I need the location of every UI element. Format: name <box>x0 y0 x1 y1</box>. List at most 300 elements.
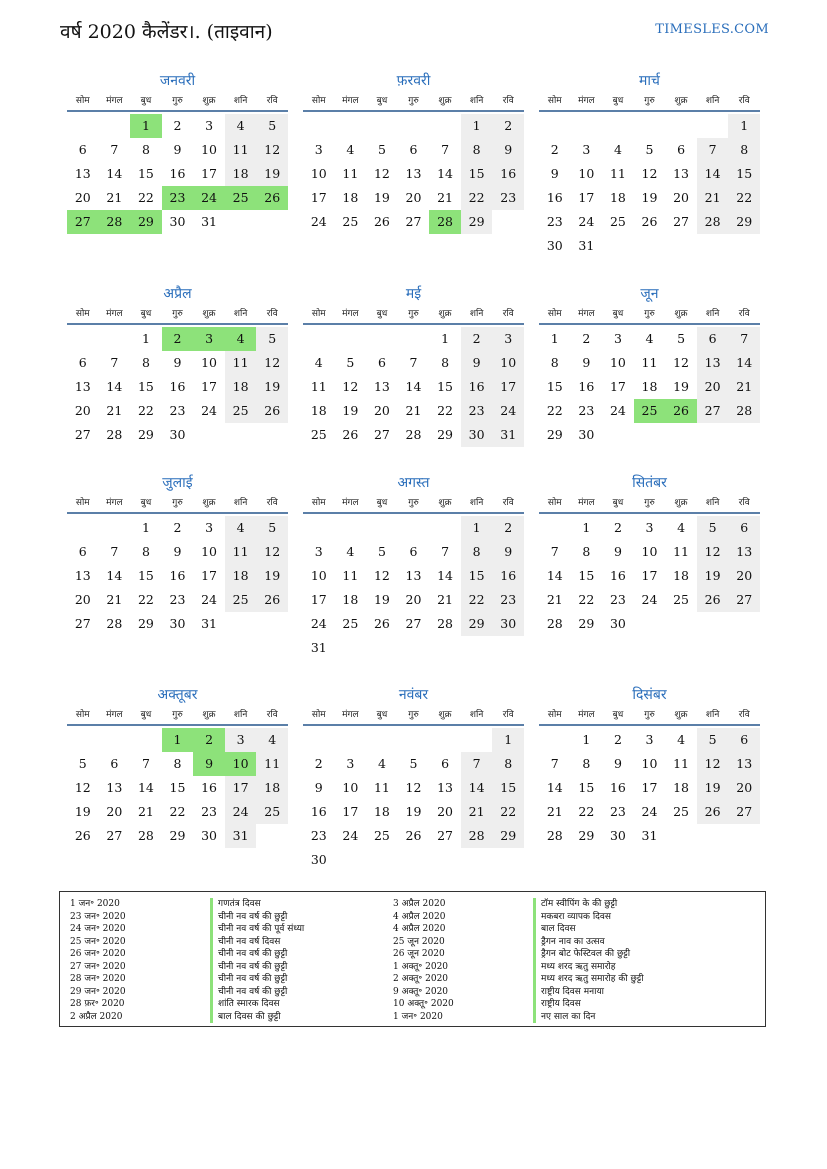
day-cell: 27 <box>728 800 760 824</box>
month-name: दिसंबर <box>632 687 667 703</box>
empty-cell <box>398 114 430 138</box>
day-cell: 10 <box>310 568 327 583</box>
day-cell: 3 <box>314 544 323 559</box>
legend-holiday-name: मकबरा व्यापक दिवस <box>533 911 611 924</box>
day-cell: 21 <box>106 592 123 607</box>
day-cell: 4 <box>346 142 355 157</box>
day-cell: 4 <box>256 728 288 752</box>
day-cell: 2 <box>613 520 622 535</box>
holiday-day-cell: 2 <box>193 728 225 752</box>
weekday-label: रवि <box>266 498 278 508</box>
legend-date: 26 जून 2020 <box>393 949 445 959</box>
day-cell: 19 <box>256 162 288 186</box>
legend-row <box>393 1011 723 1024</box>
day-cell: 28 <box>546 828 563 843</box>
day-cell: 28 <box>728 399 760 423</box>
day-cell: 26 <box>342 427 359 442</box>
empty-cell <box>429 114 461 138</box>
legend-row <box>70 998 400 1011</box>
day-cell: 7 <box>141 756 150 771</box>
day-cell: 28 <box>546 616 563 631</box>
weekday-label: बुध <box>140 309 152 319</box>
weekday-header <box>303 305 524 325</box>
day-cell: 9 <box>461 351 493 375</box>
empty-cell <box>539 728 571 752</box>
legend-holiday-name: टॉम स्वीपिंग के की छुट्टी <box>533 898 617 911</box>
day-cell: 20 <box>405 190 422 205</box>
holiday-day-cell: 1 <box>162 728 194 752</box>
day-cell: 29 <box>492 824 524 848</box>
empty-cell <box>303 728 335 752</box>
legend-row <box>393 948 723 961</box>
day-cell: 3 <box>492 327 524 351</box>
month-name: अक्तूबर <box>157 687 198 703</box>
day-cell: 14 <box>437 166 454 181</box>
day-cell: 26 <box>697 588 729 612</box>
day-grid <box>539 728 760 848</box>
day-cell: 31 <box>578 238 595 253</box>
day-cell: 9 <box>582 355 591 370</box>
weekday-label: गुरु <box>644 498 655 508</box>
day-cell: 10 <box>641 544 658 559</box>
day-cell: 22 <box>461 588 493 612</box>
legend-row <box>70 911 400 924</box>
day-cell: 15 <box>728 162 760 186</box>
day-cell: 24 <box>225 800 257 824</box>
day-cell: 10 <box>310 166 327 181</box>
empty-cell <box>429 516 461 540</box>
day-cell: 22 <box>461 186 493 210</box>
day-cell: 28 <box>106 616 123 631</box>
day-cell: 10 <box>641 756 658 771</box>
weekday-label: गुरु <box>408 710 419 720</box>
weekday-label: बुध <box>376 498 388 508</box>
legend-holiday-name: चीनी नव वर्ष की छुट्टी <box>210 986 287 999</box>
day-cell: 29 <box>137 616 154 631</box>
day-cell: 11 <box>609 166 626 181</box>
weekday-label: शनि <box>469 710 484 720</box>
day-cell: 14 <box>728 351 760 375</box>
legend-date: 29 जन॰ 2020 <box>70 986 126 997</box>
day-cell: 26 <box>373 616 390 631</box>
empty-cell <box>461 728 493 752</box>
day-cell: 20 <box>405 592 422 607</box>
day-grid <box>539 114 760 258</box>
day-cell: 13 <box>74 379 91 394</box>
legend-row <box>393 911 723 924</box>
day-cell: 13 <box>74 166 91 181</box>
month-name: नवंबर <box>398 687 429 703</box>
empty-cell <box>602 114 634 138</box>
day-cell: 29 <box>461 612 493 636</box>
holiday-day-cell: 29 <box>130 210 162 234</box>
day-cell: 28 <box>106 427 123 442</box>
day-cell: 30 <box>609 616 626 631</box>
day-cell: 9 <box>613 756 622 771</box>
day-cell: 29 <box>461 210 493 234</box>
weekday-label: रवि <box>738 498 750 508</box>
weekday-label: मंगल <box>342 498 359 508</box>
weekday-label: सोम <box>547 710 562 720</box>
legend-date: 28 जन॰ 2020 <box>70 974 126 984</box>
day-cell: 11 <box>673 756 690 771</box>
day-cell: 18 <box>225 375 257 399</box>
day-cell: 18 <box>641 379 658 394</box>
day-cell: 27 <box>106 828 123 843</box>
day-cell: 6 <box>441 756 450 771</box>
day-cell: 13 <box>373 379 390 394</box>
legend-row <box>70 986 400 999</box>
day-cell: 29 <box>578 828 595 843</box>
day-cell: 4 <box>677 732 686 747</box>
weekday-label: शनि <box>705 309 720 319</box>
day-cell: 23 <box>546 214 563 229</box>
day-cell: 17 <box>578 190 595 205</box>
day-cell: 30 <box>201 828 218 843</box>
day-cell: 21 <box>405 403 422 418</box>
day-cell: 13 <box>673 166 690 181</box>
day-cell: 7 <box>409 355 418 370</box>
day-cell: 26 <box>641 214 658 229</box>
day-cell: 1 <box>461 114 493 138</box>
weekday-label: बुध <box>612 498 624 508</box>
weekday-label: बुध <box>140 710 152 720</box>
day-cell: 14 <box>106 166 123 181</box>
day-cell: 23 <box>492 588 524 612</box>
weekday-label: सोम <box>75 96 90 106</box>
day-cell: 13 <box>405 568 422 583</box>
day-cell: 2 <box>582 331 591 346</box>
day-cell: 22 <box>728 186 760 210</box>
legend-date: 23 जन॰ 2020 <box>70 911 126 922</box>
day-grid <box>303 516 524 660</box>
day-cell: 16 <box>169 568 186 583</box>
day-cell: 22 <box>546 403 563 418</box>
day-cell: 11 <box>225 138 257 162</box>
empty-cell <box>99 327 131 351</box>
weekday-header <box>539 494 760 514</box>
day-cell: 6 <box>409 544 418 559</box>
day-cell: 26 <box>373 214 390 229</box>
legend-date: 1 जन॰ 2020 <box>70 899 120 909</box>
weekday-header <box>303 92 524 112</box>
legend-date: 2 अप्रैल 2020 <box>70 1011 123 1022</box>
day-cell: 15 <box>461 564 493 588</box>
weekday-label: सोम <box>547 309 562 319</box>
legend-row <box>70 961 400 974</box>
day-cell: 13 <box>106 780 123 795</box>
holiday-day-cell: 26 <box>256 186 288 210</box>
day-grid <box>67 327 288 447</box>
day-cell: 3 <box>205 520 214 535</box>
day-cell: 28 <box>461 824 493 848</box>
day-cell: 25 <box>225 588 257 612</box>
day-cell: 24 <box>641 592 658 607</box>
day-cell: 14 <box>106 379 123 394</box>
day-cell: 24 <box>609 403 626 418</box>
day-cell: 8 <box>728 138 760 162</box>
empty-cell <box>634 114 666 138</box>
day-cell: 2 <box>314 756 323 771</box>
day-cell: 6 <box>409 142 418 157</box>
weekday-label: बुध <box>376 96 388 106</box>
weekday-label: शनि <box>705 710 720 720</box>
empty-cell <box>398 728 430 752</box>
holiday-day-cell: 9 <box>193 752 225 776</box>
weekday-label: रवि <box>502 498 514 508</box>
weekday-label: गुरु <box>644 309 655 319</box>
day-cell: 7 <box>441 142 450 157</box>
holiday-day-cell: 25 <box>634 399 666 423</box>
day-cell: 1 <box>461 516 493 540</box>
day-cell: 15 <box>169 780 186 795</box>
weekday-label: शुक्र <box>438 309 452 319</box>
day-cell: 18 <box>342 190 359 205</box>
day-cell: 17 <box>641 780 658 795</box>
day-cell: 4 <box>225 114 257 138</box>
weekday-label: गुरु <box>644 710 655 720</box>
weekday-label: शनि <box>705 498 720 508</box>
day-cell: 20 <box>697 375 729 399</box>
day-cell: 6 <box>377 355 386 370</box>
legend-date: 3 अप्रैल 2020 <box>393 899 446 909</box>
weekday-label: मंगल <box>578 96 595 106</box>
day-cell: 30 <box>310 852 327 867</box>
day-cell: 21 <box>437 190 454 205</box>
day-cell: 13 <box>728 540 760 564</box>
day-cell: 5 <box>256 114 288 138</box>
day-cell: 11 <box>673 544 690 559</box>
day-cell: 26 <box>405 828 422 843</box>
weekday-header <box>303 494 524 514</box>
day-cell: 6 <box>78 544 87 559</box>
page-title: वर्ष 2020 कैलेंडर।. (ताइवान) <box>60 21 273 43</box>
day-cell: 11 <box>641 355 658 370</box>
weekday-label: शुक्र <box>202 96 216 106</box>
day-cell: 8 <box>582 756 591 771</box>
day-cell: 5 <box>78 756 87 771</box>
weekday-label: गुरु <box>172 710 183 720</box>
day-grid <box>67 114 288 234</box>
day-cell: 16 <box>492 162 524 186</box>
day-cell: 14 <box>137 780 154 795</box>
weekday-label: मंगल <box>106 710 123 720</box>
legend-row <box>393 961 723 974</box>
month-4 <box>67 283 288 447</box>
weekday-label: गुरु <box>408 96 419 106</box>
empty-cell <box>366 516 398 540</box>
day-cell: 29 <box>728 210 760 234</box>
legend-row <box>70 973 400 986</box>
weekday-label: शुक्र <box>674 498 688 508</box>
day-cell: 21 <box>137 804 154 819</box>
day-cell: 24 <box>201 592 218 607</box>
day-cell: 24 <box>310 616 327 631</box>
empty-cell <box>571 114 603 138</box>
day-cell: 30 <box>169 214 186 229</box>
weekday-label: सोम <box>311 498 326 508</box>
day-cell: 16 <box>546 190 563 205</box>
legend-date: 4 अप्रैल 2020 <box>393 911 446 922</box>
month-7 <box>67 472 288 636</box>
day-cell: 20 <box>673 190 690 205</box>
day-cell: 18 <box>225 564 257 588</box>
day-cell: 31 <box>310 640 327 655</box>
legend-row <box>393 923 723 936</box>
month-1 <box>67 70 288 234</box>
day-cell: 13 <box>728 752 760 776</box>
legend-row <box>70 898 400 911</box>
month-6 <box>539 283 760 447</box>
day-cell: 11 <box>310 379 327 394</box>
day-cell: 3 <box>613 331 622 346</box>
day-cell: 19 <box>641 190 658 205</box>
day-cell: 27 <box>74 616 91 631</box>
day-cell: 17 <box>641 568 658 583</box>
weekday-label: गुरु <box>408 498 419 508</box>
weekday-label: रवि <box>738 309 750 319</box>
day-cell: 30 <box>546 238 563 253</box>
weekday-label: रवि <box>502 309 514 319</box>
weekday-label: रवि <box>266 710 278 720</box>
legend-holiday-name: चीनी नव वर्ष की छुट्टी <box>210 961 287 974</box>
day-cell: 9 <box>613 544 622 559</box>
empty-cell <box>67 114 99 138</box>
legend-holiday-name: नए साल का दिन <box>533 1011 595 1024</box>
legend-row <box>393 898 723 911</box>
day-cell: 12 <box>373 568 390 583</box>
day-cell: 31 <box>201 214 218 229</box>
legend-holiday-name: चीनी नव वर्ष की छुट्टी <box>210 911 287 924</box>
day-cell: 19 <box>697 776 729 800</box>
day-cell: 18 <box>673 568 690 583</box>
day-cell: 23 <box>201 804 218 819</box>
day-cell: 3 <box>205 118 214 133</box>
day-cell: 4 <box>677 520 686 535</box>
day-cell: 1 <box>141 520 150 535</box>
day-cell: 29 <box>437 427 454 442</box>
day-cell: 24 <box>342 828 359 843</box>
day-cell: 19 <box>405 804 422 819</box>
weekday-label: रवि <box>266 309 278 319</box>
day-cell: 24 <box>310 214 327 229</box>
day-cell: 18 <box>609 190 626 205</box>
month-name: अगस्त <box>397 475 430 491</box>
day-cell: 12 <box>405 780 422 795</box>
day-cell: 5 <box>697 516 729 540</box>
weekday-label: सोम <box>547 96 562 106</box>
day-cell: 18 <box>373 804 390 819</box>
day-cell: 7 <box>697 138 729 162</box>
day-cell: 15 <box>578 568 595 583</box>
day-cell: 14 <box>461 776 493 800</box>
day-cell: 8 <box>492 752 524 776</box>
legend-holiday-name: मध्य शरद ऋतु समारोह <box>533 961 616 974</box>
day-cell: 21 <box>437 592 454 607</box>
weekday-label: गुरु <box>644 96 655 106</box>
weekday-label: गुरु <box>408 309 419 319</box>
day-cell: 7 <box>110 355 119 370</box>
day-cell: 23 <box>310 828 327 843</box>
day-grid <box>539 516 760 636</box>
empty-cell <box>429 728 461 752</box>
day-cell: 9 <box>314 780 323 795</box>
day-cell: 15 <box>137 568 154 583</box>
day-cell: 21 <box>728 375 760 399</box>
weekday-label: शुक्र <box>202 710 216 720</box>
day-cell: 15 <box>437 379 454 394</box>
day-cell: 27 <box>373 427 390 442</box>
holiday-day-cell: 10 <box>225 752 257 776</box>
day-cell: 2 <box>613 732 622 747</box>
empty-cell <box>303 114 335 138</box>
day-cell: 3 <box>314 142 323 157</box>
weekday-label: सोम <box>75 309 90 319</box>
day-cell: 1 <box>582 520 591 535</box>
empty-cell <box>130 728 162 752</box>
day-cell: 1 <box>728 114 760 138</box>
legend-date: 24 जन॰ 2020 <box>70 924 126 934</box>
holiday-day-cell: 24 <box>193 186 225 210</box>
day-cell: 6 <box>78 142 87 157</box>
month-10 <box>67 684 288 848</box>
day-cell: 19 <box>74 804 91 819</box>
day-cell: 1 <box>550 331 559 346</box>
day-cell: 6 <box>78 355 87 370</box>
day-cell: 12 <box>74 780 91 795</box>
site-link[interactable]: TIMESLES.COM <box>655 22 769 37</box>
day-cell: 3 <box>346 756 355 771</box>
day-cell: 24 <box>201 403 218 418</box>
day-cell: 8 <box>173 756 182 771</box>
day-cell: 6 <box>697 327 729 351</box>
day-cell: 1 <box>141 331 150 346</box>
legend-holiday-name: शांति स्मारक दिवस <box>210 998 280 1011</box>
weekday-label: रवि <box>266 96 278 106</box>
weekday-label: शनि <box>233 710 248 720</box>
empty-cell <box>665 114 697 138</box>
legend-column-1 <box>70 898 400 1023</box>
day-cell: 20 <box>728 564 760 588</box>
day-cell: 10 <box>342 780 359 795</box>
holiday-day-cell: 28 <box>429 210 461 234</box>
weekday-label: शुक्र <box>674 309 688 319</box>
day-cell: 12 <box>697 752 729 776</box>
day-cell: 27 <box>437 828 454 843</box>
day-cell: 10 <box>609 355 626 370</box>
day-cell: 25 <box>342 214 359 229</box>
day-cell: 14 <box>437 568 454 583</box>
day-cell: 18 <box>256 776 288 800</box>
holiday-day-cell: 3 <box>193 327 225 351</box>
day-cell: 12 <box>641 166 658 181</box>
day-cell: 17 <box>310 190 327 205</box>
day-cell: 17 <box>310 592 327 607</box>
day-cell: 12 <box>697 540 729 564</box>
day-cell: 11 <box>373 780 390 795</box>
day-cell: 29 <box>578 616 595 631</box>
legend-date: 25 जन॰ 2020 <box>70 936 126 947</box>
weekday-header <box>67 706 288 726</box>
day-cell: 25 <box>310 427 327 442</box>
day-cell: 16 <box>169 379 186 394</box>
day-cell: 7 <box>550 756 559 771</box>
day-cell: 10 <box>578 166 595 181</box>
empty-cell <box>398 516 430 540</box>
day-cell: 8 <box>461 540 493 564</box>
day-cell: 20 <box>373 403 390 418</box>
day-cell: 5 <box>377 142 386 157</box>
